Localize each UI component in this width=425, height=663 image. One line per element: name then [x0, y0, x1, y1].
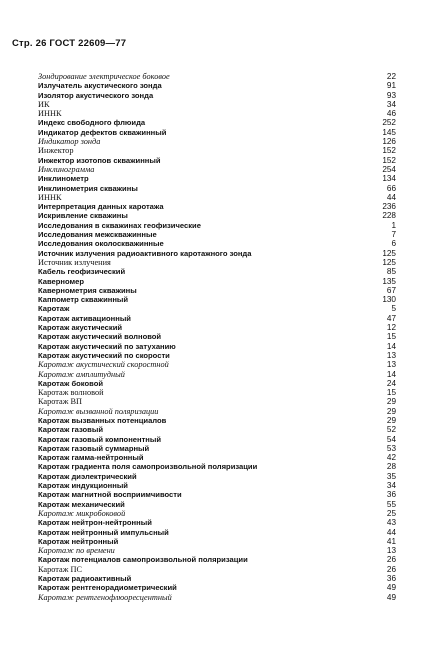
- index-term: Индикатор дефектов скважинный: [38, 127, 167, 137]
- index-entry: [38, 593, 396, 602]
- index-number: 236: [382, 202, 396, 212]
- index-term: Каротаж радиоактивный: [38, 574, 132, 584]
- index-number: 134: [382, 174, 396, 184]
- index-term: Каротаж акустический: [38, 323, 123, 333]
- index-term: Каротаж гамма-нейтронный: [38, 453, 144, 463]
- index-number: 44: [386, 192, 396, 202]
- index-entry: [38, 407, 396, 416]
- index-number: 36: [386, 574, 396, 584]
- index-number: 25: [386, 508, 396, 518]
- index-term: ИННК: [38, 109, 62, 119]
- index-term: Каротаж активационный: [38, 313, 131, 323]
- index-number: 22: [386, 72, 396, 81]
- index-number: 228: [382, 211, 396, 221]
- index-term: Каротаж амплитудный: [38, 369, 125, 379]
- index-entry: [38, 555, 396, 564]
- index-entry: [38, 314, 396, 323]
- index-term: Инклинометр: [38, 174, 89, 184]
- index-number: 91: [386, 81, 396, 91]
- index-number: 47: [386, 313, 396, 323]
- index-number: 54: [386, 434, 396, 444]
- index-number: 252: [382, 118, 396, 128]
- index-entry: [38, 425, 396, 434]
- index-entry: [38, 500, 396, 509]
- index-entry: [38, 239, 396, 248]
- index-entry: [38, 453, 396, 462]
- index-number: 12: [386, 323, 396, 333]
- index-number: 49: [386, 592, 396, 602]
- index-term: Каппометр скважинный: [38, 295, 129, 305]
- index-entry: [38, 528, 396, 537]
- index-entry: [38, 211, 396, 220]
- index-term: Каротаж газовый суммарный: [38, 443, 150, 453]
- index-number: 55: [386, 499, 396, 509]
- index-entry: [38, 165, 396, 174]
- index-term: Инклинометрия скважины: [38, 183, 138, 193]
- index-entry: [38, 416, 396, 425]
- index-entry: [38, 351, 396, 360]
- index-number: 29: [386, 397, 396, 407]
- index-number: 41: [386, 536, 396, 546]
- index-term: Каротаж нейтронный импульсный: [38, 527, 169, 537]
- index-term: Каротаж: [38, 304, 70, 314]
- index-entry: [38, 472, 396, 481]
- index-term: Каротаж вызванных потенциалов: [38, 415, 167, 425]
- index-term: Каротаж нейтрон-нейтронный: [38, 518, 152, 528]
- index-number: 67: [386, 285, 396, 295]
- index-entry: [38, 490, 396, 499]
- index-number: 126: [382, 137, 396, 147]
- index-term: Искривление скважины: [38, 211, 128, 221]
- index-number: 34: [386, 99, 396, 109]
- index-term: Каротаж диэлектрический: [38, 471, 137, 481]
- index-entry: [38, 323, 396, 332]
- index-number: 26: [386, 555, 396, 565]
- index-term: Источник излучения радиоактивного каротажного зонда: [38, 248, 252, 258]
- index-entry: [38, 72, 396, 81]
- index-number: 43: [386, 518, 396, 528]
- index-entry: [38, 462, 396, 471]
- index-term: Изолятор акустического зонда: [38, 90, 154, 100]
- page-header: Стр. 26 ГОСТ 22609—77: [12, 38, 127, 49]
- index-number: 29: [386, 406, 396, 416]
- index-term: Каротаж газовый: [38, 425, 103, 435]
- index-term: Каротаж нейтронный: [38, 536, 119, 546]
- index-term: Инклинограмма: [38, 164, 95, 174]
- index-term: Каротаж акустический по затуханию: [38, 341, 176, 351]
- index-term: Каверномер: [38, 276, 84, 286]
- index-entry: [38, 332, 396, 341]
- index-term: Каротаж градиента поля самопроизвольной поляризации: [38, 462, 258, 472]
- index-entry: [38, 342, 396, 351]
- index-entry: [38, 397, 396, 406]
- index-entry: [38, 137, 396, 146]
- index-term: Излучатель акустического зонда: [38, 81, 162, 91]
- index-number: 52: [386, 425, 396, 435]
- index-entry: [38, 546, 396, 555]
- index-entry: [38, 518, 396, 527]
- index-term: Индикатор зонда: [38, 137, 101, 147]
- index-entry: [38, 435, 396, 444]
- index-entry: [38, 267, 396, 276]
- index-number: 42: [386, 453, 396, 463]
- index-entry: [38, 202, 396, 211]
- index-term: Каротаж ВП: [38, 397, 83, 407]
- index-entry: [38, 509, 396, 518]
- index-entry: [38, 481, 396, 490]
- index-term: Каротаж рентгенофлюоресцентный: [38, 592, 172, 602]
- index-term: Каротаж акустический скоростной: [38, 360, 169, 370]
- index-term: Каротаж газовый компонентный: [38, 434, 162, 444]
- index-term: Интерпретация данных каротажа: [38, 202, 164, 212]
- index-entry: [38, 184, 396, 193]
- index-number: 1: [391, 220, 396, 230]
- index-entry: [38, 146, 396, 155]
- index-list: [38, 72, 396, 602]
- index-entry: [38, 565, 396, 574]
- index-term: Каротаж микробоковой: [38, 508, 126, 518]
- index-number: 15: [386, 388, 396, 398]
- index-entry: [38, 583, 396, 592]
- index-number: 85: [386, 267, 396, 277]
- index-entry: [38, 379, 396, 388]
- index-number: 14: [386, 341, 396, 351]
- index-term: Каротаж механический: [38, 499, 125, 509]
- index-number: 34: [386, 481, 396, 491]
- index-term: Зондирование электрическое боковое: [38, 72, 170, 81]
- index-entry: [38, 128, 396, 137]
- index-number: 15: [386, 332, 396, 342]
- index-term: Каротаж индукционный: [38, 481, 128, 491]
- index-term: Каротаж акустический волновой: [38, 332, 162, 342]
- index-term: ИК: [38, 99, 50, 109]
- index-number: 152: [382, 155, 396, 165]
- index-number: 66: [386, 183, 396, 193]
- index-term: ИННК: [38, 192, 62, 202]
- index-number: 13: [386, 360, 396, 370]
- index-number: 7: [391, 230, 396, 240]
- index-number: 53: [386, 443, 396, 453]
- index-entry: [38, 109, 396, 118]
- index-entry: [38, 295, 396, 304]
- index-number: 24: [386, 378, 396, 388]
- index-term: Каротаж по времени: [38, 546, 115, 556]
- index-number: 13: [386, 546, 396, 556]
- index-number: 36: [386, 490, 396, 500]
- index-number: 125: [382, 257, 396, 267]
- index-term: Исследования в скважинах геофизические: [38, 220, 201, 230]
- index-entry: [38, 444, 396, 453]
- index-number: 46: [386, 109, 396, 119]
- index-entry: [38, 286, 396, 295]
- index-entry: [38, 249, 396, 258]
- index-number: 29: [386, 415, 396, 425]
- index-entry: [38, 304, 396, 313]
- index-number: 152: [382, 146, 396, 156]
- index-entry: [38, 156, 396, 165]
- index-entry: [38, 360, 396, 369]
- index-number: 14: [386, 369, 396, 379]
- index-term: Каротаж волновой: [38, 388, 104, 398]
- index-term: Инжектор изотопов скважинный: [38, 155, 161, 165]
- index-entry: [38, 118, 396, 127]
- index-term: Каротаж акустический по скорости: [38, 350, 170, 360]
- index-number: 125: [382, 248, 396, 258]
- index-entry: [38, 537, 396, 546]
- index-number: 145: [382, 127, 396, 137]
- index-term: Индекс свободного флюида: [38, 118, 146, 128]
- index-number: 254: [382, 164, 396, 174]
- index-entry: [38, 258, 396, 267]
- index-term: Каротаж боковой: [38, 378, 104, 388]
- index-entry: [38, 221, 396, 230]
- index-number: 135: [382, 276, 396, 286]
- index-number: 44: [386, 527, 396, 537]
- index-number: 130: [382, 295, 396, 305]
- index-number: 5: [391, 304, 396, 314]
- index-term: Каротаж рентгенорадиометрический: [38, 583, 177, 593]
- index-entry: [38, 370, 396, 379]
- index-entry: [38, 100, 396, 109]
- index-number: 13: [386, 350, 396, 360]
- index-entry: [38, 230, 396, 239]
- index-term: Кабель геофизический: [38, 267, 126, 277]
- index-number: 6: [391, 239, 396, 249]
- index-term: Исследования околоскважинные: [38, 239, 164, 249]
- index-term: Кавернометрия скважины: [38, 285, 137, 295]
- index-entry: [38, 174, 396, 183]
- index-entry: [38, 574, 396, 583]
- index-entry: [38, 277, 396, 286]
- index-entry: [38, 91, 396, 100]
- index-term: Инжектор: [38, 146, 74, 156]
- index-number: 26: [386, 564, 396, 574]
- index-term: Источник излучения: [38, 257, 111, 267]
- index-number: 49: [386, 583, 396, 593]
- index-number: 93: [386, 90, 396, 100]
- index-term: Каротаж потенциалов самопроизвольной поляризации: [38, 555, 248, 565]
- index-term: Каротаж вызванной поляризации: [38, 406, 159, 416]
- index-number: 28: [386, 462, 396, 472]
- index-term: Каротаж магнитной восприимчивости: [38, 490, 182, 500]
- index-entry: [38, 193, 396, 202]
- index-term: Каротаж ПС: [38, 564, 83, 574]
- index-term: Исследования межскважинные: [38, 230, 157, 240]
- index-number: 35: [386, 471, 396, 481]
- index-entry: [38, 388, 396, 397]
- index-entry: [38, 81, 396, 90]
